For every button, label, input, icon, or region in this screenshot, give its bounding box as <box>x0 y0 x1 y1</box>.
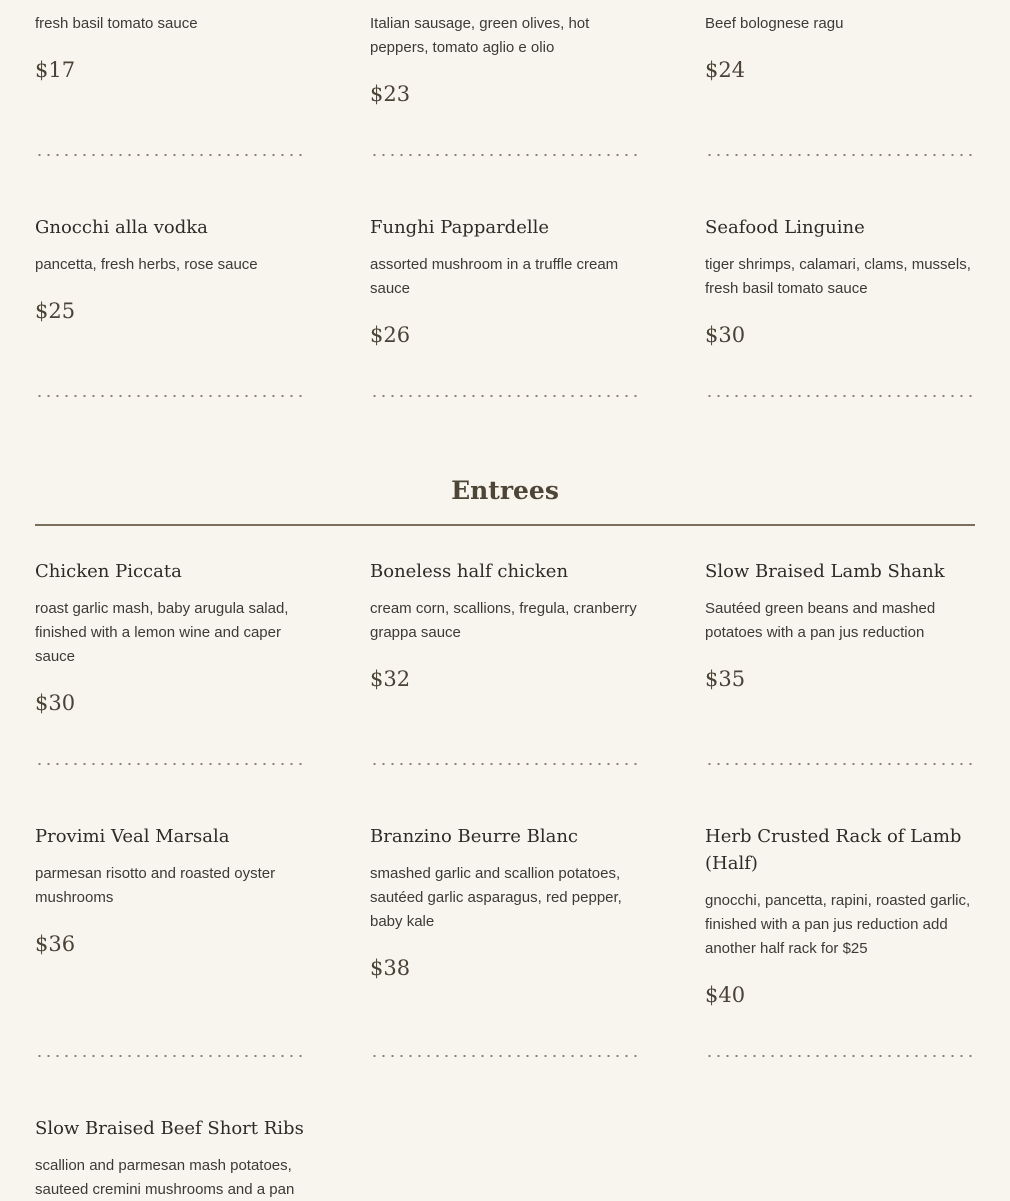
menu-item <box>370 823 650 982</box>
item-description: assorted mushroom in a truffle cream sauce <box>370 256 619 297</box>
section-title: Entrees <box>451 476 559 505</box>
item-price: $30 <box>705 323 746 347</box>
dotted-divider <box>705 154 973 156</box>
item-name: Slow Braised Lamb Shank <box>705 561 945 582</box>
item-name: Branzino Beurre Blanc <box>370 826 578 847</box>
dotted-divider <box>35 763 303 765</box>
item-description: gnocchi, pancetta, rapini, roasted garlic, finished with a pan jus reduction add another half rack for $25 <box>705 892 971 957</box>
item-description: Italian sausage, green olives, hot peppers, tomato aglio e olio <box>370 15 590 56</box>
menu-item <box>370 214 650 349</box>
item-description: cream corn, scallions, fregula, cranberry grappa sauce <box>370 600 637 641</box>
dotted-divider <box>705 1055 973 1057</box>
menu-item <box>705 823 985 1009</box>
dotted-divider <box>705 763 973 765</box>
section-divider <box>35 524 975 526</box>
item-name: Herb Crusted Rack of Lamb (Half) <box>705 826 962 874</box>
item-name: Seafood Linguine <box>705 217 865 238</box>
dotted-divider <box>370 395 638 397</box>
item-price: $17 <box>35 58 76 82</box>
dotted-divider <box>35 1055 303 1057</box>
item-description: Beef bolognese ragu <box>705 15 844 32</box>
item-description: parmesan risotto and roasted oyster mushrooms <box>35 865 276 906</box>
menu-item <box>35 214 315 325</box>
menu-item <box>35 823 315 958</box>
menu-item <box>705 214 985 349</box>
item-description: Sautéed green beans and mashed potatoes with a pan jus reduction <box>705 600 936 641</box>
dotted-divider <box>35 154 303 156</box>
menu-item <box>35 12 315 84</box>
item-description: smashed garlic and scallion potatoes, sautéed garlic asparagus, red pepper, baby kale <box>370 865 622 930</box>
item-price: $30 <box>35 691 76 715</box>
dotted-divider <box>705 395 973 397</box>
menu-item <box>35 558 315 717</box>
item-name: Provimi Veal Marsala <box>35 826 230 847</box>
item-description: roast garlic mash, baby arugula salad, finished with a lemon wine and caper sauce <box>35 600 289 665</box>
item-price: $35 <box>705 667 746 691</box>
item-price: $40 <box>705 983 746 1007</box>
item-price: $32 <box>370 667 411 691</box>
item-name: Chicken Piccata <box>35 561 182 582</box>
item-name: Gnocchi alla vodka <box>35 217 208 238</box>
menu-item <box>705 12 985 84</box>
item-description: scallion and parmesan mash potatoes, sauteed cremini mushrooms and a pan <box>35 1157 295 1198</box>
dotted-divider <box>370 763 638 765</box>
dotted-divider <box>35 395 303 397</box>
menu-item <box>370 12 650 108</box>
item-price: $38 <box>370 956 411 980</box>
item-price: $25 <box>35 299 76 323</box>
dotted-divider <box>370 154 638 156</box>
menu-item <box>35 1115 315 1201</box>
item-name: Funghi Pappardelle <box>370 217 550 238</box>
item-price: $36 <box>35 932 76 956</box>
menu-item <box>370 558 650 693</box>
item-price: $24 <box>705 58 746 82</box>
item-price: $23 <box>370 82 411 106</box>
item-description: tiger shrimps, calamari, clams, mussels, fresh basil tomato sauce <box>705 256 971 297</box>
menu-item <box>705 558 985 693</box>
item-description: fresh basil tomato sauce <box>35 15 198 32</box>
item-name: Boneless half chicken <box>370 561 569 582</box>
item-name: Slow Braised Beef Short Ribs <box>35 1118 304 1139</box>
dotted-divider <box>370 1055 638 1057</box>
item-price: $26 <box>370 323 411 347</box>
item-description: pancetta, fresh herbs, rose sauce <box>35 256 258 273</box>
